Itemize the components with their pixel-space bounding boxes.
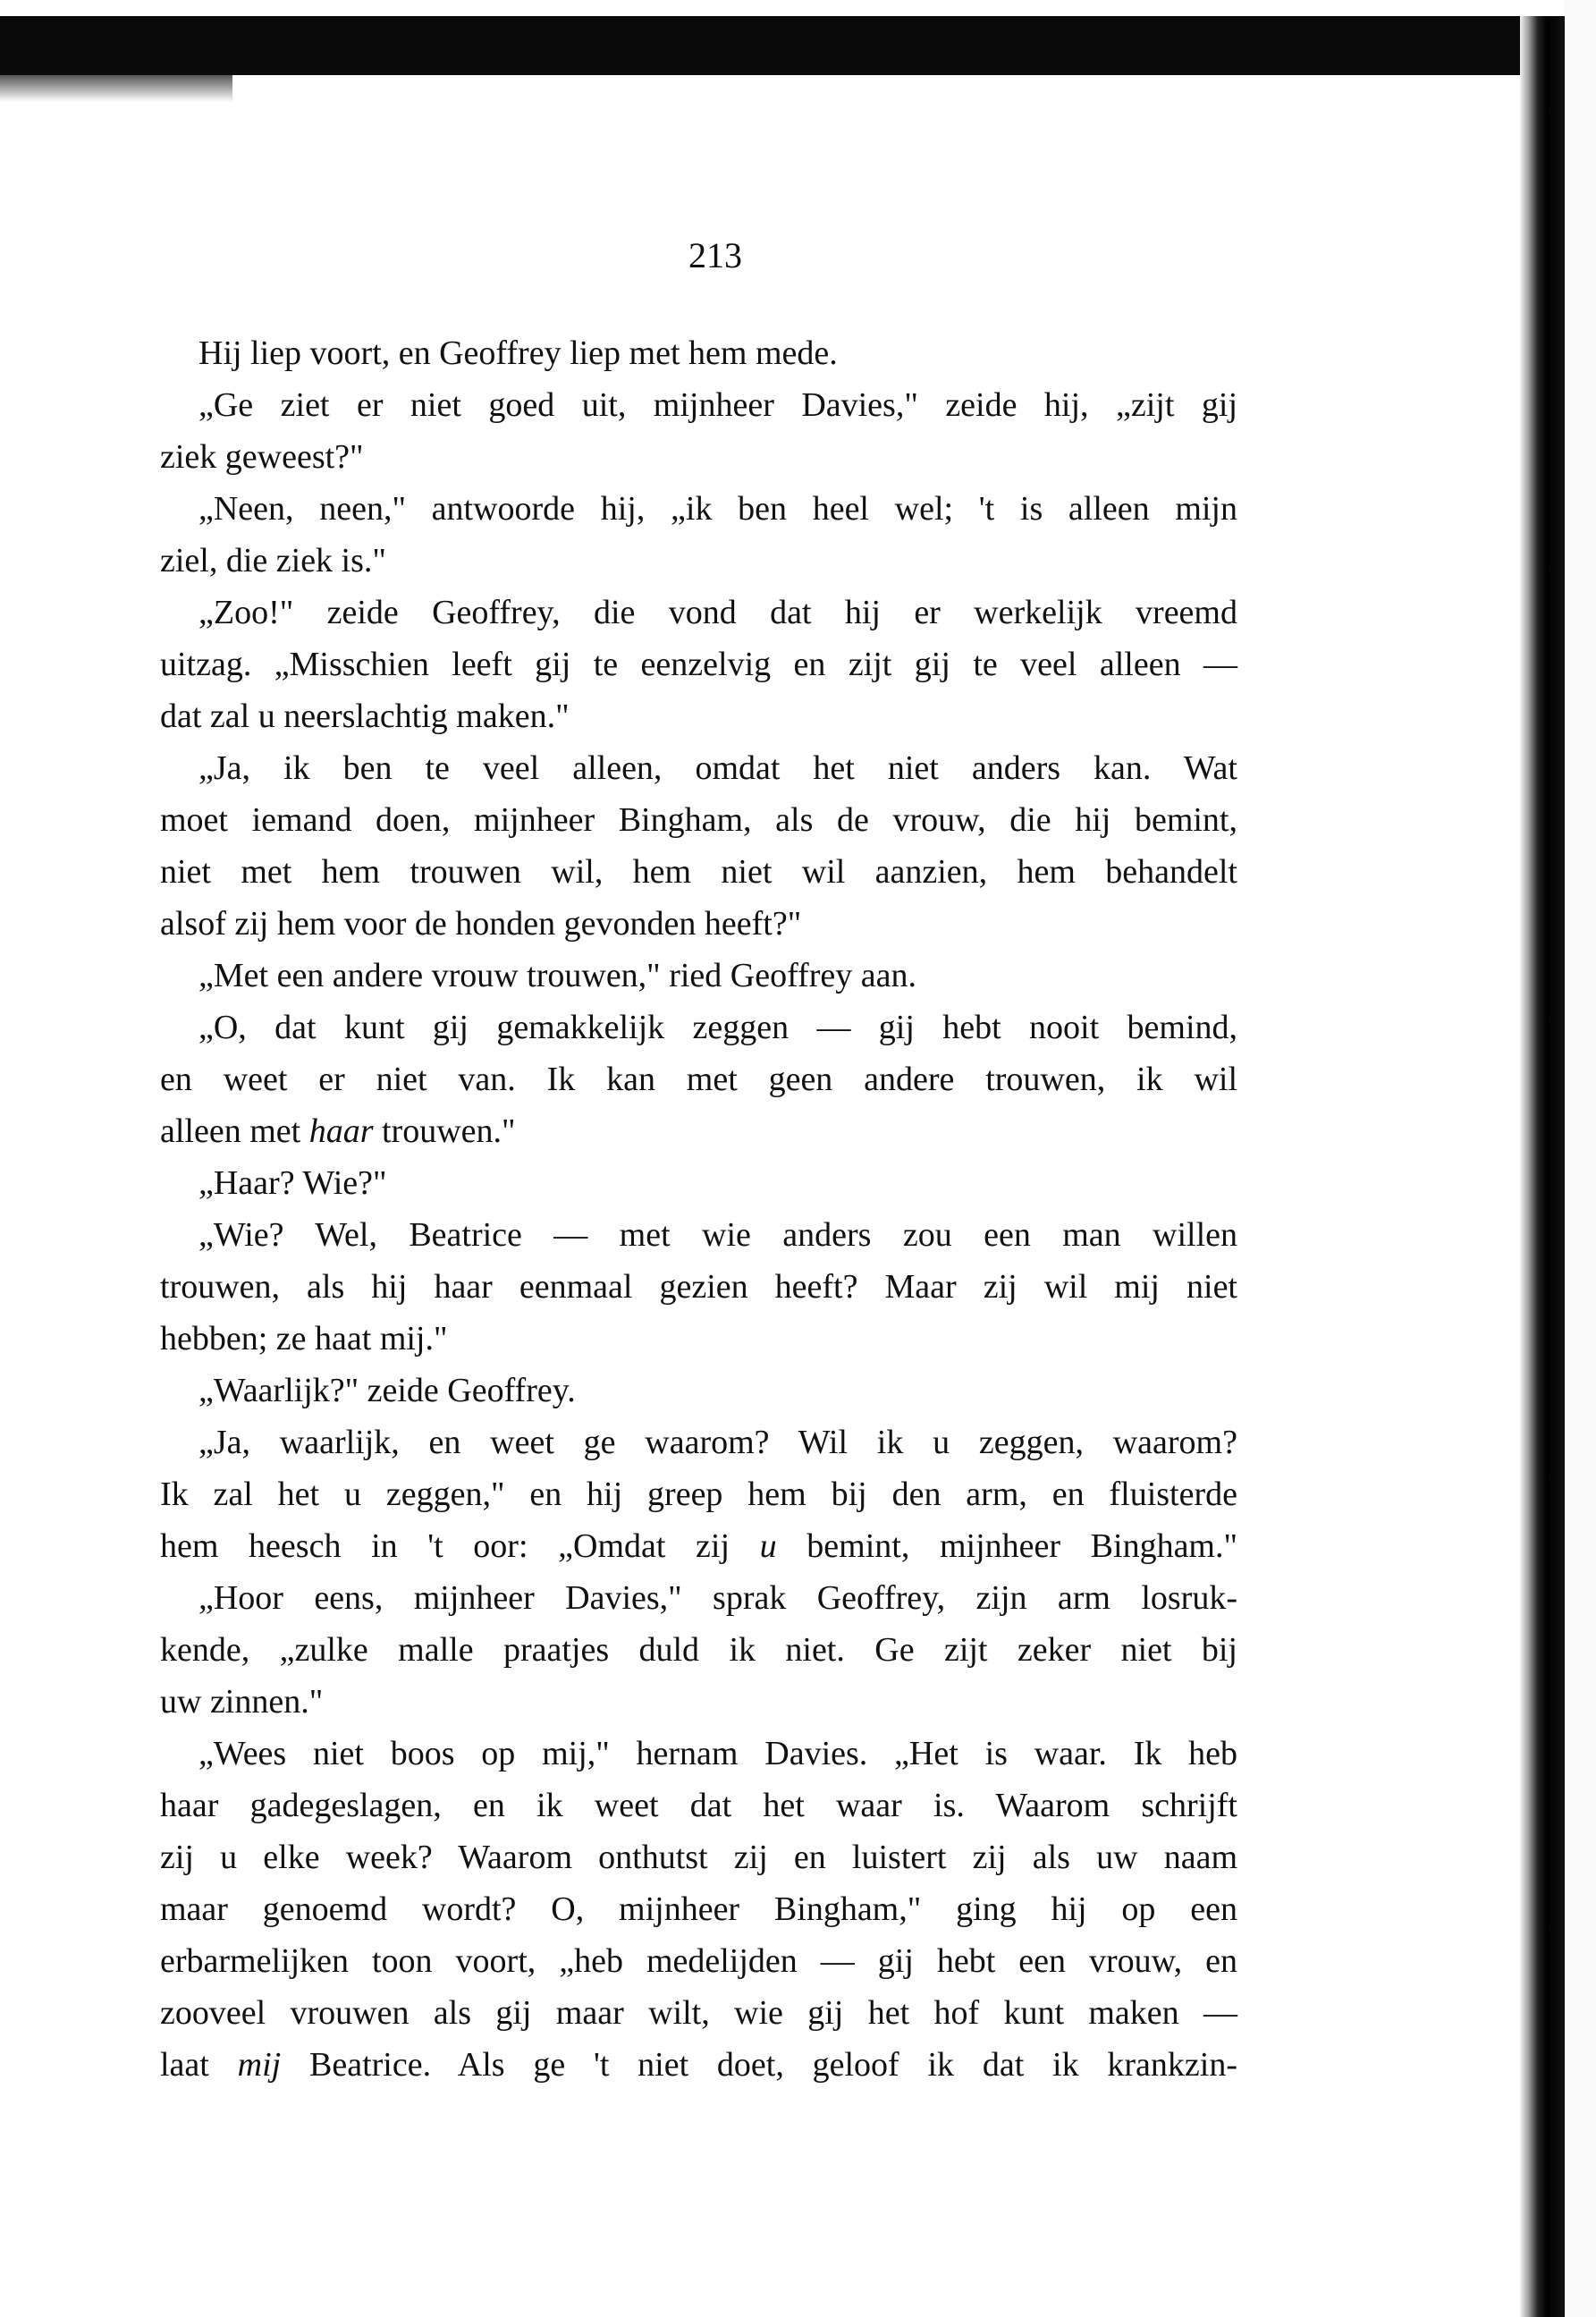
text-span: „O, dat kunt gij gemakkelijk zeggen — gij hebt nooit bemind, xyxy=(198,1009,1237,1046)
text-span: alsof zij hem voor de honden gevonden heeft?" xyxy=(160,905,802,943)
text-line xyxy=(160,1422,1237,1463)
text-span: uitzag. „Misschien leeft gij te eenzelvig en zijt gij te veel alleen — xyxy=(160,646,1237,683)
text-line xyxy=(160,488,1237,529)
scan-border-top xyxy=(0,16,1565,75)
page-number: 213 xyxy=(688,235,742,275)
text-line xyxy=(160,1526,1237,1567)
text-span: „Wees niet boos op mij," hernam Davies. „Het is waar. Ik heb xyxy=(198,1735,1237,1772)
text-line xyxy=(160,1681,1237,1722)
text-line xyxy=(160,1837,1237,1878)
text-span: erbarmelijken toon voort, „heb medelijden — gij hebt een vrouw, en xyxy=(160,1942,1237,1980)
text-span: „Wie? Wel, Beatrice — met wie anders zou een man willen xyxy=(198,1216,1237,1254)
text-span: „Neen, neen," antwoorde hij, „ik ben heel wel; 't is alleen mijn xyxy=(198,490,1237,528)
text-line xyxy=(160,592,1237,633)
text-span: bemint, mijnheer Bingham." xyxy=(776,1527,1237,1565)
text-span: „Met een andere vrouw trouwen," ried Geoffrey aan. xyxy=(198,957,916,994)
scan-border-right xyxy=(1520,16,1565,2317)
text-line xyxy=(160,903,1237,944)
text-line xyxy=(160,748,1237,789)
text-span: maar genoemd wordt? O, mijnheer Bingham," ging hij op een xyxy=(160,1890,1237,1928)
italic-emphasis: mij xyxy=(237,2046,282,2084)
text-span: „Ja, ik ben te veel alleen, omdat het niet anders kan. Wat xyxy=(198,749,1237,787)
text-span: hebben; ze haat mij." xyxy=(160,1320,448,1357)
text-span: „Waarlijk?" zeide Geoffrey. xyxy=(198,1372,576,1409)
text-span: ziek geweest?" xyxy=(160,438,364,476)
text-span: niet met hem trouwen wil, hem niet wil aanzien, hem behandelt xyxy=(160,853,1237,891)
text-line xyxy=(160,1992,1237,2034)
text-span: uw zinnen." xyxy=(160,1683,324,1721)
text-span: trouwen, als hij haar eenmaal gezien heeft? Maar zij wil mij niet xyxy=(160,1268,1237,1306)
scan-shadow xyxy=(0,75,232,102)
text-line xyxy=(160,1629,1237,1670)
text-span: zooveel vrouwen als gij maar wilt, wie gij het hof kunt maken — xyxy=(160,1994,1237,2032)
text-span: trouwen." xyxy=(373,1112,516,1150)
text-line xyxy=(160,1474,1237,1515)
text-span: „Hoor eens, mijnheer Davies," sprak Geoffrey, zijn arm losruk- xyxy=(198,1579,1237,1617)
text-line xyxy=(160,333,1237,374)
text-line xyxy=(160,1941,1237,1982)
text-line xyxy=(160,644,1237,685)
text-line xyxy=(160,696,1237,737)
text-span: „Ja, waarlijk, en weet ge waarom? Wil ik u zeggen, waarom? xyxy=(198,1424,1237,1461)
text-span: zij u elke week? Waarom onthutst zij en luistert zij als uw naam xyxy=(160,1839,1237,1876)
text-line xyxy=(160,1214,1237,1256)
text-line xyxy=(160,1007,1237,1048)
text-line xyxy=(160,799,1237,841)
text-span: alleen met xyxy=(160,1112,309,1150)
text-span: „Haar? Wie?" xyxy=(198,1164,387,1202)
text-span: hem heesch in 't oor: „Omdat zij xyxy=(160,1527,760,1565)
text-line xyxy=(160,1733,1237,1774)
italic-emphasis: haar xyxy=(308,1112,374,1150)
text-span: dat zal u neerslachtig maken." xyxy=(160,698,570,735)
italic-emphasis: u xyxy=(759,1527,777,1565)
text-line xyxy=(160,851,1237,892)
scan-margin-right xyxy=(1565,0,1596,2317)
text-span: laat xyxy=(160,2046,238,2084)
text-line xyxy=(160,1889,1237,1930)
text-line xyxy=(160,540,1237,581)
text-span: moet iemand doen, mijnheer Bingham, als de vrouw, die hij bemint, xyxy=(160,801,1237,839)
text-line xyxy=(160,1163,1237,1204)
text-line xyxy=(160,1111,1237,1152)
text-line xyxy=(160,1370,1237,1411)
text-span: en weet er niet van. Ik kan met geen andere trouwen, ik wil xyxy=(160,1061,1237,1098)
text-line xyxy=(160,1059,1237,1100)
text-line xyxy=(160,1577,1237,1619)
text-line xyxy=(160,955,1237,996)
text-span: Hij liep voort, en Geoffrey liep met hem mede. xyxy=(198,334,838,372)
text-line xyxy=(160,2044,1237,2085)
text-span: Ik zal het u zeggen," en hij greep hem bij den arm, en fluisterde xyxy=(160,1476,1237,1513)
text-line xyxy=(160,436,1237,478)
text-line xyxy=(160,1318,1237,1359)
text-span: Beatrice. Als ge 't niet doet, geloof ik dat ik krankzin- xyxy=(281,2046,1237,2084)
text-span: „Ge ziet er niet goed uit, mijnheer Davies," zeide hij, „zijt gij xyxy=(198,386,1237,424)
text-line xyxy=(160,385,1237,426)
text-span: kende, „zulke malle praatjes duld ik niet. Ge zijt zeker niet bij xyxy=(160,1631,1237,1669)
text-span: haar gadegeslagen, en ik weet dat het waar is. Waarom schrijft xyxy=(160,1787,1237,1824)
text-line xyxy=(160,1785,1237,1826)
text-span: „Zoo!" zeide Geoffrey, die vond dat hij er werkelijk vreemd xyxy=(198,594,1237,631)
text-line xyxy=(160,1266,1237,1307)
text-span: ziel, die ziek is." xyxy=(160,542,386,579)
